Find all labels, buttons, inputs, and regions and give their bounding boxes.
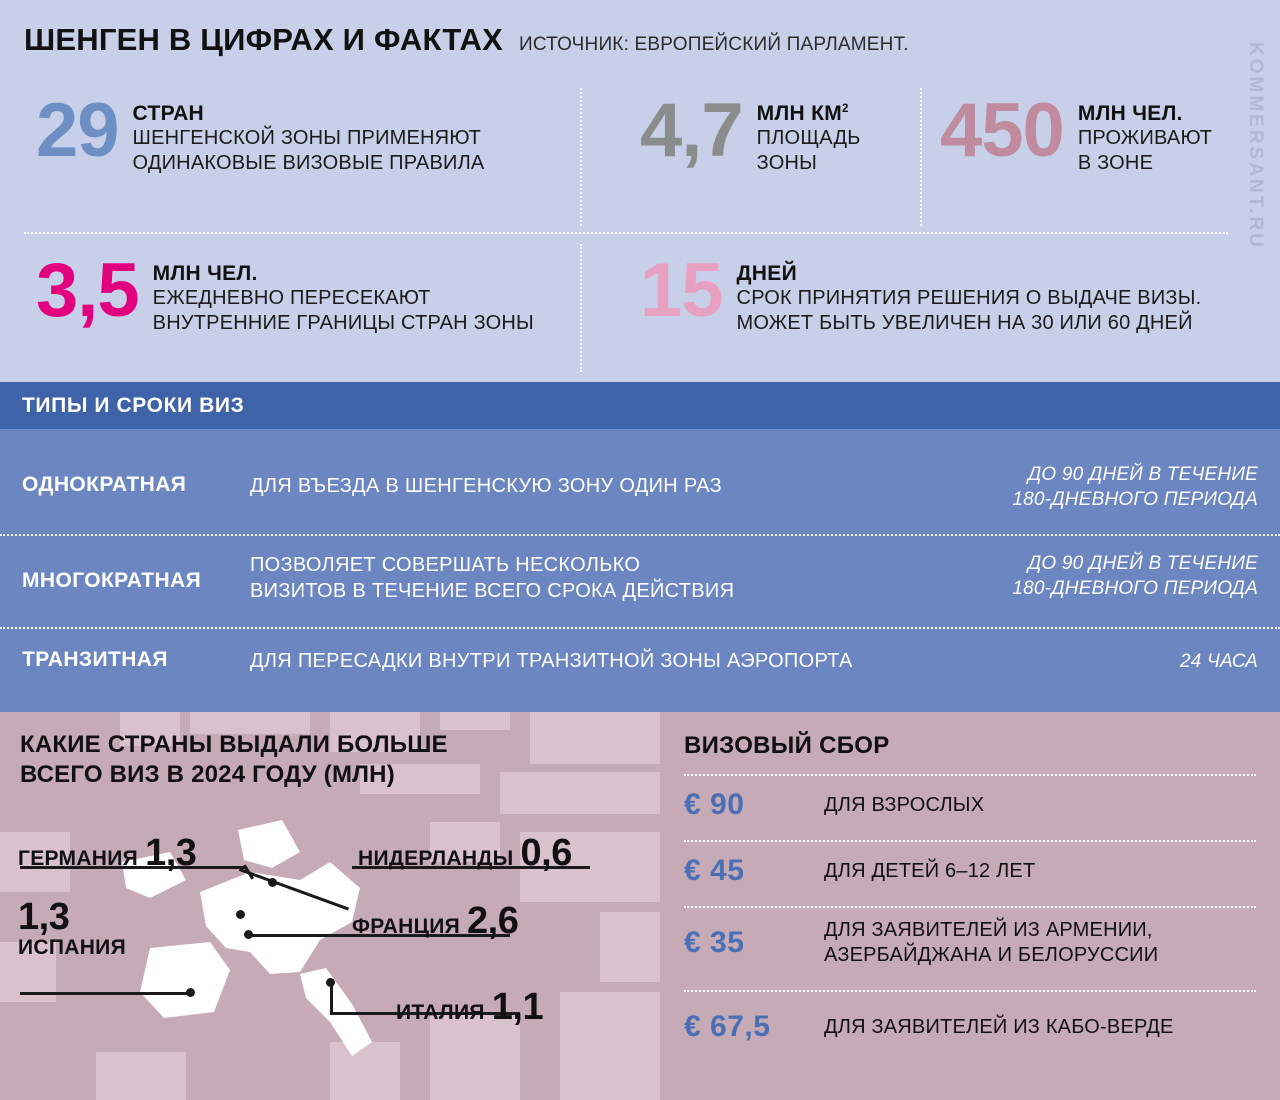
divider-vertical-2 — [920, 88, 922, 226]
fee-amount-applicants: € 35 — [684, 926, 745, 959]
map-label-netherlands-name: НИДЕРЛАНДЫ — [358, 847, 514, 870]
visa-row-single-desc: ДЛЯ ВЪЕЗДА В ШЕНГЕНСКУЮ ЗОНУ ОДИН РАЗ — [250, 475, 722, 497]
stat-population-desc-2: В ЗОНЕ — [1077, 152, 1154, 175]
visa-row-multi — [0, 547, 1280, 622]
fees-divider-2 — [684, 906, 1256, 908]
visa-types-section — [0, 382, 1280, 712]
stat-decision-days — [640, 248, 1202, 336]
divider-vertical-1 — [580, 88, 582, 226]
stat-days-desc-2: МОЖЕТ БЫТЬ УВЕЛИЧЕН НА 30 ИЛИ 60 ДНЕЙ — [736, 312, 1193, 335]
visa-row-multi-desc — [250, 552, 734, 604]
visa-divider-1 — [0, 534, 1280, 536]
map-dot-spain — [186, 988, 195, 997]
stat-countries-number: 29 — [36, 88, 119, 173]
visa-row-single-term — [1012, 463, 1258, 512]
fee-desc-applicants-2: АЗЕРБАЙДЖАНА И БЕЛОРУССИИ — [824, 944, 1159, 966]
fee-desc-adults: ДЛЯ ВЗРОСЛЫХ — [824, 793, 985, 816]
leader-tick-italy — [330, 982, 333, 1014]
map-label-italy-name: ИТАЛИЯ — [396, 1001, 485, 1024]
page-title: ШЕНГЕН В ЦИФРАХ И ФАКТАХ — [24, 22, 503, 57]
map-label-netherlands-value: 0,6 — [520, 832, 572, 874]
header — [24, 22, 909, 58]
superscript-two: 2 — [842, 103, 849, 115]
map-label-germany-value: 1,3 — [145, 832, 197, 874]
map-label-germany — [18, 832, 196, 875]
visa-row-multi-term-1: ДО 90 ДНЕЙ В ТЕЧЕНИЕ — [1027, 553, 1258, 574]
stat-area-desc-2: ЗОНЫ — [756, 152, 818, 175]
visa-row-multi-desc-1: ПОЗВОЛЯЕТ СОВЕРШАТЬ НЕСКОЛЬКО — [250, 554, 641, 576]
visa-row-single-term-2: 180-ДНЕВНОГО ПЕРИОДА — [1012, 488, 1258, 510]
stat-daily-number: 3,5 — [36, 248, 139, 333]
visa-row-transit — [0, 640, 1280, 700]
stat-area-desc-1: ПЛОЩАДЬ — [756, 127, 861, 150]
fee-row-applicants — [684, 918, 1256, 968]
stat-area-lead: МЛН $КМ^2$ — [756, 102, 849, 125]
visa-row-transit-desc: ДЛЯ ПЕРЕСАДКИ ВНУТРИ ТРАНЗИТНОЙ ЗОНЫ АЭРОПОРТА — [250, 650, 853, 672]
fee-desc-applicants-1: ДЛЯ ЗАЯВИТЕЛЕЙ ИЗ АРМЕНИИ, — [824, 919, 1153, 941]
map-label-netherlands — [358, 832, 572, 875]
map-label-spain-value: 1,3 — [18, 896, 70, 938]
map-title-line-2: ВСЕГО ВИЗ В 2024 ГОДУ (МЛН) — [20, 761, 395, 788]
visa-row-multi-term — [1012, 552, 1258, 601]
map-label-spain-name-text: ИСПАНИЯ — [18, 936, 126, 959]
stat-days-desc-1: СРОК ПРИНЯТИЯ РЕШЕНИЯ О ВЫДАЧЕ ВИЗЫ. — [736, 287, 1202, 310]
fee-row-adults — [684, 788, 1256, 822]
map-label-germany-name: ГЕРМАНИЯ — [18, 847, 139, 870]
fee-desc-applicants — [824, 918, 1158, 968]
map-label-france-value: 2,6 — [467, 900, 519, 942]
map-label-spain — [18, 898, 126, 960]
stat-population — [940, 88, 1213, 176]
stat-population-lead: МЛН ЧЕЛ. — [1077, 102, 1183, 125]
stat-daily-desc-2: ВНУТРЕННИЕ ГРАНИЦЫ СТРАН ЗОНЫ — [152, 312, 534, 335]
stat-days-lead: ДНЕЙ — [736, 262, 797, 285]
stat-days-number: 15 — [640, 248, 723, 333]
visa-row-transit-term-1: 24 ЧАСА — [1180, 651, 1258, 672]
fees-divider-0 — [684, 774, 1256, 776]
visa-row-multi-name: МНОГОКРАТНАЯ — [22, 569, 202, 592]
stats-section — [0, 0, 1280, 382]
fee-row-cabo-verde — [684, 1010, 1256, 1044]
map-dot-france — [244, 930, 253, 939]
stat-area-number: 4,7 — [640, 88, 743, 173]
map-label-italy-value: 1,1 — [491, 986, 544, 1028]
fees-section — [660, 712, 1280, 1100]
divider-vertical-3 — [580, 244, 582, 372]
leader-line-spain — [20, 992, 190, 995]
fee-desc-children: ДЛЯ ДЕТЕЙ 6–12 ЛЕТ — [824, 859, 1036, 882]
stat-daily-desc-1: ЕЖЕДНЕВНО ПЕРЕСЕКАЮТ — [152, 287, 431, 310]
visa-row-transit-name: ТРАНЗИТНАЯ — [22, 648, 168, 671]
fees-divider-1 — [684, 840, 1256, 842]
map-label-france-name: ФРАНЦИЯ — [352, 915, 461, 938]
stat-daily-crossings — [36, 248, 534, 336]
watermark: KOMMERSANT.RU — [1245, 42, 1266, 250]
fee-amount-cabo-verde: € 67,5 — [684, 1010, 771, 1043]
map-section — [0, 712, 660, 1100]
visa-row-single-term-1: ДО 90 ДНЕЙ В ТЕЧЕНИЕ — [1027, 464, 1258, 485]
stat-population-desc-1: ПРОЖИВАЮТ — [1077, 127, 1213, 150]
fee-amount-children: € 45 — [684, 854, 745, 887]
stat-countries-desc-1: ШЕНГЕНСКОЙ ЗОНЫ ПРИМЕНЯЮТ — [132, 127, 482, 150]
visa-row-single-name: ОДНОКРАТНАЯ — [22, 473, 187, 496]
map-title — [20, 730, 448, 790]
stat-countries — [36, 88, 485, 176]
visa-row-multi-desc-2: ВИЗИТОВ В ТЕЧЕНИЕ ВСЕГО СРОКА ДЕЙСТВИЯ — [250, 580, 735, 602]
stat-daily-lead: МЛН ЧЕЛ. — [152, 262, 258, 285]
visa-types-title: ТИПЫ И СРОКИ ВИЗ — [22, 393, 245, 417]
fee-amount-adults: € 90 — [684, 788, 745, 821]
map-title-line-1: КАКИЕ СТРАНЫ ВЫДАЛИ БОЛЬШЕ — [20, 731, 448, 758]
source-label: ИСТОЧНИК: ЕВРОПЕЙСКИЙ ПАРЛАМЕНТ. — [519, 34, 909, 55]
visa-row-multi-term-2: 180-ДНЕВНОГО ПЕРИОДА — [1012, 577, 1258, 599]
fees-divider-3 — [684, 990, 1256, 992]
map-label-italy — [396, 986, 543, 1029]
visa-row-transit-term — [1180, 650, 1258, 675]
visa-divider-2 — [0, 627, 1280, 629]
fee-row-children — [684, 854, 1256, 888]
stat-countries-lead: СТРАН — [132, 102, 205, 125]
map-label-france — [352, 900, 518, 943]
stat-population-number: 450 — [940, 88, 1064, 173]
stat-area — [640, 88, 861, 176]
stat-countries-desc-2: ОДИНАКОВЫЕ ВИЗОВЫЕ ПРАВИЛА — [132, 152, 485, 175]
visa-row-single — [0, 457, 1280, 527]
divider-horizontal-1 — [24, 232, 1228, 234]
fee-desc-cabo-verde: ДЛЯ ЗАЯВИТЕЛЕЙ ИЗ КАБО-ВЕРДЕ — [824, 1015, 1174, 1038]
map-dot-netherlands — [236, 910, 245, 919]
fees-title: ВИЗОВЫЙ СБОР — [684, 732, 890, 759]
visa-types-header — [0, 382, 1280, 429]
